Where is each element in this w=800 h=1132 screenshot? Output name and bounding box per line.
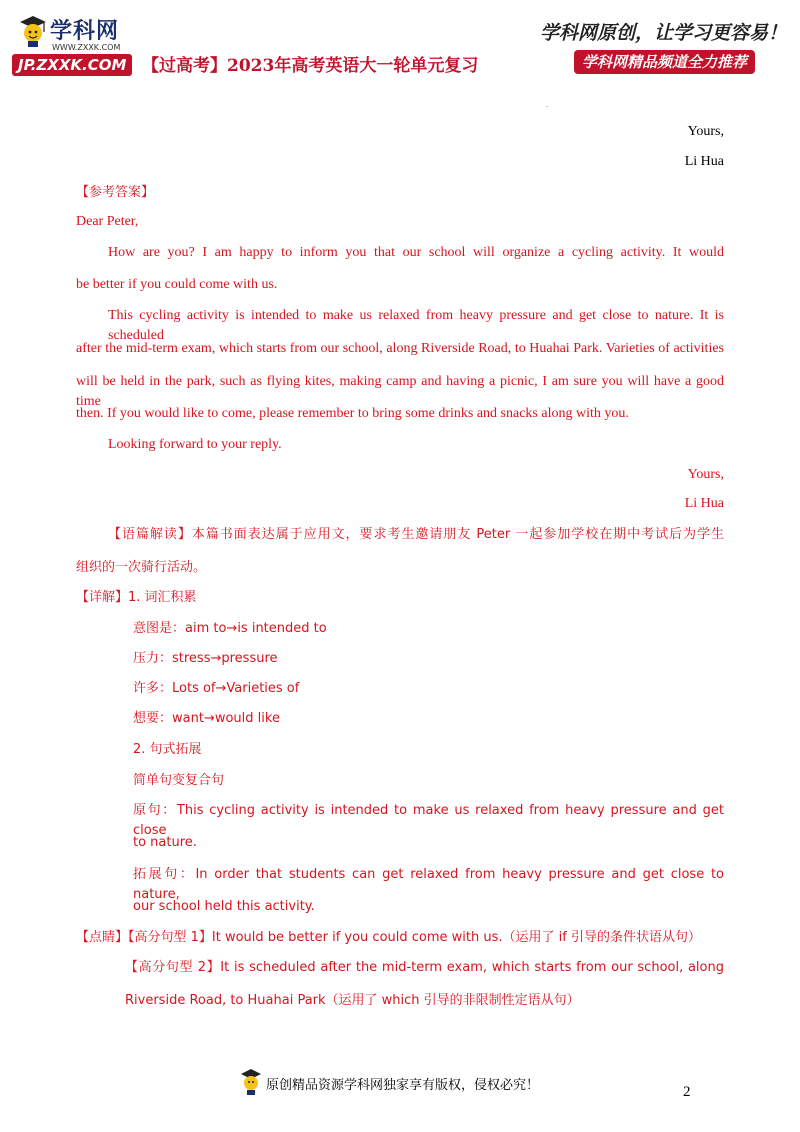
section2-subheading: 简单句变复合句 — [133, 773, 225, 788]
original-sentence-line1: 原句：This cycling activity is intended to make us relaxed from heavy pressure and get close — [133, 803, 724, 838]
analysis-intro-line2: 组织的一次骑行活动。 — [76, 560, 207, 575]
letter-p2-line3: will be held in the park, such as flying kites, making camp and having a picnic, I am sure you will have a good time — [76, 374, 724, 409]
mascot-icon — [240, 1068, 262, 1096]
detail-label: 【详解】1. 词汇积累 — [76, 590, 197, 605]
point-line2: 【高分句型 2】It is scheduled after the mid-term exam, which starts from our school, along — [125, 960, 724, 975]
vocab-item: 想要：want→would like — [133, 711, 280, 726]
section2-heading: 2. 句式拓展 — [133, 742, 202, 757]
answer-label: 【参考答案】 — [76, 185, 155, 200]
original-sentence-line2: to nature. — [133, 835, 197, 850]
letter-p2-line2: after the mid-term exam, which starts from our school, along Riverside Road, to Huahai Park. Varieties of activities — [76, 341, 724, 356]
vocab-item: 意图是：aim to→is intended to — [133, 621, 327, 636]
point-line3: Riverside Road, to Huahai Park（运用了 which 引导的非限制性定语从句） — [125, 993, 580, 1008]
letter-p2-line1: This cycling activity is intended to make us relaxed from heavy pressure and get close to nature. It is scheduled — [108, 308, 724, 343]
slogan: 学科网原创，让学习更容易！ — [540, 22, 788, 44]
letter-p3: Looking forward to your reply. — [108, 437, 282, 452]
vocab-item: 压力：stress→pressure — [133, 651, 278, 666]
stray-dot: . — [546, 100, 548, 109]
extended-sentence-line1: 拓展句：In order that students can get relaxed from heavy pressure and get close to nature, — [133, 867, 724, 902]
closing-name-top: Li Hua — [684, 154, 724, 169]
letter-closing-name: Li Hua — [684, 496, 724, 511]
logo-text: 学科网 — [50, 19, 120, 44]
point-line1: 【点睛】【高分句型 1】It would be better if you could come with us.（运用了 if 引导的条件状语从句） — [76, 930, 701, 945]
letter-p1-line2: be better if you could come with us. — [76, 277, 278, 292]
letter-closing-yours: Yours, — [687, 467, 724, 482]
vocab-item: 许多：Lots of→Varieties of — [133, 681, 300, 696]
letter-p1-line1: How are you? I am happy to inform you that our school will organize a cycling activity. It would — [108, 245, 724, 260]
page-number: 2 — [683, 1084, 691, 1100]
mascot-icon — [18, 14, 48, 48]
logo-url: WWW.ZXXK.COM — [52, 43, 121, 52]
extended-sentence-line2: our school held this activity. — [133, 899, 315, 914]
letter-p2-line4: then. If you would like to come, please remember to bring some drinks and snacks along with you. — [76, 406, 629, 421]
channel-badge[interactable]: 学科网精品频道全力推荐 — [574, 50, 755, 74]
closing-yours-top: Yours, — [687, 124, 724, 139]
document-title: 【过高考】2023年高考英语大一轮单元复习 — [142, 56, 479, 76]
letter-salutation: Dear Peter, — [76, 214, 139, 229]
copyright-notice: 原创精品资源学科网独家享有版权，侵权必究！ — [266, 1078, 540, 1093]
analysis-intro-line1: 【语篇解读】本篇书面表达属于应用文，要求考生邀请朋友 Peter 一起参加学校在期中考试后为学生 — [108, 527, 724, 542]
site-badge[interactable]: JP.ZXXK.COM — [12, 54, 132, 76]
